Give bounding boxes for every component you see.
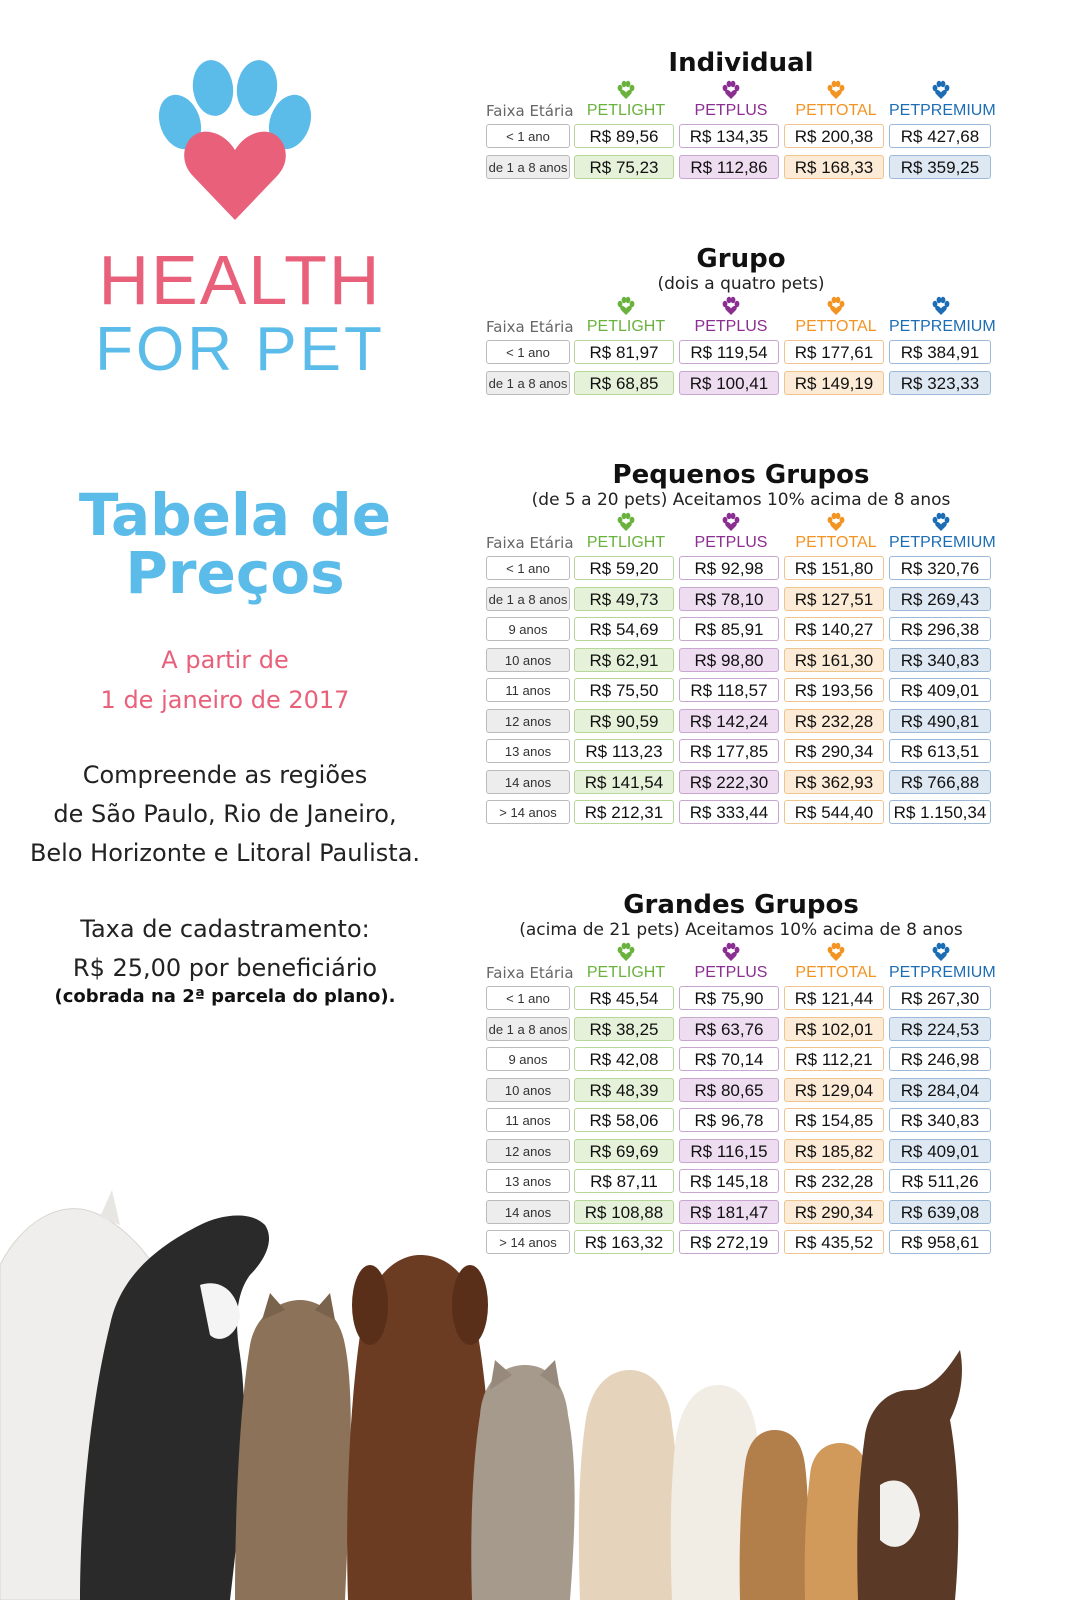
price-cell-pettotal: R$ 140,27	[784, 617, 884, 641]
plan-suffix: LIGHT	[618, 318, 666, 335]
age-cell: 13 anos	[486, 739, 570, 763]
price-cell-petplus: R$ 177,85	[679, 739, 779, 763]
price-cell-petlight: R$ 48,39	[574, 1078, 674, 1102]
price-cell-petpremium: R$ 427,68	[889, 124, 991, 148]
price-cell-petplus: R$ 85,91	[679, 617, 779, 641]
price-cell-petplus: R$ 80,65	[679, 1078, 779, 1102]
age-cell: < 1 ano	[486, 556, 570, 580]
plan-paw-icon	[931, 296, 951, 316]
fee-line2: R$ 25,00 por beneficiário	[72, 954, 378, 982]
plan-petplus-header	[679, 318, 783, 336]
price-cell-petlight: R$ 68,85	[574, 371, 674, 395]
table-row	[486, 1015, 996, 1046]
price-cell-petlight: R$ 45,54	[574, 986, 674, 1010]
plan-petlight-header	[574, 318, 678, 336]
plan-suffix: PREMIUM	[920, 534, 996, 551]
price-cell-petpremium: R$ 766,88	[889, 770, 991, 794]
plan-paw-icon	[931, 512, 951, 532]
fee-line1: Taxa de cadastramento:	[80, 915, 370, 943]
price-cell-petpremium: R$ 511,26	[889, 1169, 991, 1193]
price-cell-petpremium: R$ 246,98	[889, 1047, 991, 1071]
price-cell-petpremium: R$ 267,30	[889, 986, 991, 1010]
plan-pettotal-header	[784, 102, 888, 120]
price-cell-petlight: R$ 42,08	[574, 1047, 674, 1071]
plan-prefix: PET	[889, 964, 921, 981]
price-cell-petlight: R$ 108,88	[574, 1200, 674, 1224]
price-cell-petpremium: R$ 296,38	[889, 617, 991, 641]
effective-date-line1: A partir de	[161, 646, 289, 674]
table-header	[486, 78, 996, 122]
plan-suffix: PREMIUM	[920, 318, 996, 335]
age-column-header: Faixa Etária	[486, 318, 574, 336]
price-cell-petlight: R$ 58,06	[574, 1108, 674, 1132]
table-row	[486, 798, 996, 829]
price-cell-petpremium: R$ 409,01	[889, 1139, 991, 1163]
plan-prefix: PET	[795, 534, 827, 551]
age-cell: 14 anos	[486, 770, 570, 794]
age-cell: de 1 a 8 anos	[486, 1017, 570, 1041]
table-row	[486, 1045, 996, 1076]
price-cell-petpremium: R$ 490,81	[889, 709, 991, 733]
price-cell-petplus: R$ 63,76	[679, 1017, 779, 1041]
age-cell: 9 anos	[486, 617, 570, 641]
plan-prefix: PET	[795, 102, 827, 119]
price-cell-pettotal: R$ 290,34	[784, 739, 884, 763]
table-row	[486, 615, 996, 646]
age-cell: 10 anos	[486, 1078, 570, 1102]
plan-petpremium-header	[889, 102, 996, 120]
price-cell-petplus: R$ 118,57	[679, 678, 779, 702]
price-cell-pettotal: R$ 362,93	[784, 770, 884, 794]
price-cell-pettotal: R$ 435,52	[784, 1230, 884, 1254]
table-row	[486, 554, 996, 585]
table-pequenos-grupos	[486, 460, 996, 829]
price-cell-pettotal: R$ 232,28	[784, 709, 884, 733]
price-cell-petlight: R$ 75,23	[574, 155, 674, 179]
plan-prefix: PET	[889, 318, 921, 335]
age-cell: de 1 a 8 anos	[486, 371, 570, 395]
plan-suffix: TOTAL	[826, 964, 877, 981]
table-row	[486, 1106, 996, 1137]
paw-heart-logo-icon	[150, 60, 320, 225]
table-row	[486, 153, 996, 184]
age-cell: < 1 ano	[486, 124, 570, 148]
plan-pettotal-header	[784, 964, 888, 982]
plan-paw-icon	[826, 296, 846, 316]
table-subtitle: (acima de 21 pets) Aceitamos 10% acima de 8 anos	[519, 920, 963, 940]
age-cell: 13 anos	[486, 1169, 570, 1193]
plan-pettotal-header	[784, 318, 888, 336]
price-cell-petlight: R$ 90,59	[574, 709, 674, 733]
price-cell-petlight: R$ 163,32	[574, 1230, 674, 1254]
plan-paw-icon	[721, 80, 741, 100]
table-row	[486, 646, 996, 677]
table-row	[486, 585, 996, 616]
table-title: Grupo	[696, 244, 786, 274]
age-cell: de 1 a 8 anos	[486, 155, 570, 179]
pets-illustration	[0, 1185, 1067, 1600]
price-cell-petpremium: R$ 224,53	[889, 1017, 991, 1041]
price-cell-petlight: R$ 49,73	[574, 587, 674, 611]
table-row	[486, 676, 996, 707]
plan-prefix: PET	[889, 102, 921, 119]
table-title: Individual	[668, 48, 814, 78]
price-cell-petplus: R$ 112,86	[679, 155, 779, 179]
price-cell-petlight: R$ 54,69	[574, 617, 674, 641]
table-row	[486, 1137, 996, 1168]
price-cell-petlight: R$ 87,11	[574, 1169, 674, 1193]
table-grupo	[486, 244, 996, 399]
price-cell-petlight: R$ 81,97	[574, 340, 674, 364]
price-cell-petlight: R$ 62,91	[574, 648, 674, 672]
brand-name-line1: HEALTH	[98, 241, 382, 319]
plan-paw-icon	[931, 942, 951, 962]
plan-prefix: PET	[694, 102, 726, 119]
age-column-header: Faixa Etária	[486, 964, 574, 982]
price-cell-pettotal: R$ 544,40	[784, 800, 884, 824]
price-cell-petplus: R$ 75,90	[679, 986, 779, 1010]
price-cell-petlight: R$ 59,20	[574, 556, 674, 580]
page-title-line2: Preços	[125, 539, 345, 607]
plan-paw-icon	[826, 512, 846, 532]
plan-suffix: LIGHT	[618, 534, 666, 551]
table-row	[486, 707, 996, 738]
price-cell-petplus: R$ 98,80	[679, 648, 779, 672]
price-cell-pettotal: R$ 151,80	[784, 556, 884, 580]
price-cell-petplus: R$ 181,47	[679, 1200, 779, 1224]
price-cell-petplus: R$ 272,19	[679, 1230, 779, 1254]
price-cell-petpremium: R$ 323,33	[889, 371, 991, 395]
plan-paw-icon	[826, 942, 846, 962]
plan-petlight-header	[574, 964, 678, 982]
price-cell-petplus: R$ 116,15	[679, 1139, 779, 1163]
plan-prefix: PET	[694, 964, 726, 981]
plan-petpremium-header	[889, 964, 996, 982]
table-row	[486, 369, 996, 400]
price-cell-petpremium: R$ 639,08	[889, 1200, 991, 1224]
price-cell-pettotal: R$ 185,82	[784, 1139, 884, 1163]
table-subtitle: (de 5 a 20 pets) Aceitamos 10% acima de 8 anos	[531, 490, 951, 510]
plan-pettotal-header	[784, 534, 888, 552]
plan-prefix: PET	[694, 534, 726, 551]
table-row	[486, 122, 996, 153]
table-title: Grandes Grupos	[623, 890, 859, 920]
plan-suffix: TOTAL	[826, 318, 877, 335]
price-cell-petplus: R$ 145,18	[679, 1169, 779, 1193]
plan-paw-icon	[616, 80, 636, 100]
age-column-header: Faixa Etária	[486, 534, 574, 552]
plan-petplus-header	[679, 534, 783, 552]
price-cell-pettotal: R$ 154,85	[784, 1108, 884, 1132]
price-cell-petpremium: R$ 340,83	[889, 1108, 991, 1132]
age-cell: 11 anos	[486, 1108, 570, 1132]
age-cell: 12 anos	[486, 1139, 570, 1163]
plan-paw-icon	[721, 942, 741, 962]
table-row	[486, 984, 996, 1015]
price-cell-petplus: R$ 78,10	[679, 587, 779, 611]
plan-petpremium-header	[889, 534, 996, 552]
age-cell: 9 anos	[486, 1047, 570, 1071]
plan-suffix: PREMIUM	[920, 102, 996, 119]
price-cell-petlight: R$ 212,31	[574, 800, 674, 824]
price-cell-petpremium: R$ 958,61	[889, 1230, 991, 1254]
price-cell-pettotal: R$ 161,30	[784, 648, 884, 672]
price-cell-petplus: R$ 333,44	[679, 800, 779, 824]
price-cell-petplus: R$ 96,78	[679, 1108, 779, 1132]
price-cell-petpremium: R$ 284,04	[889, 1078, 991, 1102]
plan-prefix: PET	[586, 964, 618, 981]
plan-petlight-header	[574, 534, 678, 552]
fee-note: (cobrada na 2ª parcela do plano).	[54, 986, 396, 1007]
regions-line3: Belo Horizonte e Litoral Paulista.	[29, 839, 421, 867]
price-cell-petpremium: R$ 359,25	[889, 155, 991, 179]
table-header	[486, 294, 996, 338]
price-cell-pettotal: R$ 121,44	[784, 986, 884, 1010]
price-cell-petplus: R$ 92,98	[679, 556, 779, 580]
plan-suffix: PLUS	[725, 102, 768, 119]
price-cell-petlight: R$ 38,25	[574, 1017, 674, 1041]
plan-paw-icon	[616, 296, 636, 316]
age-cell: < 1 ano	[486, 986, 570, 1010]
effective-date-line2: 1 de janeiro de 2017	[100, 686, 350, 714]
plan-prefix: PET	[586, 534, 618, 551]
table-subtitle: (dois a quatro pets)	[657, 274, 825, 294]
price-cell-pettotal: R$ 127,51	[784, 587, 884, 611]
regions-line1: Compreende as regiões	[82, 761, 368, 789]
plan-suffix: LIGHT	[618, 102, 666, 119]
table-row	[486, 1076, 996, 1107]
age-cell: 11 anos	[486, 678, 570, 702]
price-cell-pettotal: R$ 129,04	[784, 1078, 884, 1102]
price-cell-pettotal: R$ 149,19	[784, 371, 884, 395]
plan-prefix: PET	[586, 318, 618, 335]
age-cell: 10 anos	[486, 648, 570, 672]
plan-paw-icon	[721, 296, 741, 316]
plan-suffix: PREMIUM	[920, 964, 996, 981]
price-cell-petpremium: R$ 409,01	[889, 678, 991, 702]
price-cell-pettotal: R$ 177,61	[784, 340, 884, 364]
price-cell-pettotal: R$ 193,56	[784, 678, 884, 702]
plan-prefix: PET	[795, 964, 827, 981]
plan-petplus-header	[679, 964, 783, 982]
price-cell-petlight: R$ 113,23	[574, 739, 674, 763]
price-cell-pettotal: R$ 112,21	[784, 1047, 884, 1071]
plan-prefix: PET	[889, 534, 921, 551]
table-header	[486, 940, 996, 984]
regions-text	[20, 756, 430, 873]
plan-petlight-header	[574, 102, 678, 120]
page-title-line1: Tabela de	[78, 481, 392, 549]
price-cell-petlight: R$ 141,54	[574, 770, 674, 794]
plan-prefix: PET	[694, 318, 726, 335]
age-cell: 12 anos	[486, 709, 570, 733]
price-cell-pettotal: R$ 168,33	[784, 155, 884, 179]
age-column-header: Faixa Etária	[486, 102, 574, 120]
table-row	[486, 768, 996, 799]
effective-date	[40, 640, 410, 720]
plan-suffix: TOTAL	[826, 102, 877, 119]
plan-suffix: TOTAL	[826, 534, 877, 551]
plan-paw-icon	[721, 512, 741, 532]
plan-petpremium-header	[889, 318, 996, 336]
table-header	[486, 510, 996, 554]
price-cell-pettotal: R$ 102,01	[784, 1017, 884, 1041]
regions-line2: de São Paulo, Rio de Janeiro,	[53, 800, 397, 828]
page-title	[40, 481, 430, 607]
age-cell: > 14 anos	[486, 1230, 570, 1254]
plan-prefix: PET	[586, 102, 618, 119]
plan-suffix: LIGHT	[618, 964, 666, 981]
price-cell-pettotal: R$ 232,28	[784, 1169, 884, 1193]
price-cell-petplus: R$ 134,35	[679, 124, 779, 148]
age-cell: > 14 anos	[486, 800, 570, 824]
plan-prefix: PET	[795, 318, 827, 335]
table-row	[486, 338, 996, 369]
plan-paw-icon	[616, 512, 636, 532]
price-cell-pettotal: R$ 200,38	[784, 124, 884, 148]
price-cell-petpremium: R$ 340,83	[889, 648, 991, 672]
price-cell-petpremium: R$ 269,43	[889, 587, 991, 611]
plan-petplus-header	[679, 102, 783, 120]
price-cell-petlight: R$ 75,50	[574, 678, 674, 702]
price-cell-petplus: R$ 70,14	[679, 1047, 779, 1071]
age-cell: < 1 ano	[486, 340, 570, 364]
price-cell-petpremium: R$ 320,76	[889, 556, 991, 580]
brand-name-line2: FOR PET	[95, 315, 385, 384]
plan-suffix: PLUS	[725, 318, 768, 335]
price-cell-petpremium: R$ 613,51	[889, 739, 991, 763]
plan-suffix: PLUS	[725, 534, 768, 551]
price-cell-petplus: R$ 100,41	[679, 371, 779, 395]
plan-paw-icon	[931, 80, 951, 100]
table-title: Pequenos Grupos	[612, 460, 870, 490]
plan-paw-icon	[616, 942, 636, 962]
price-cell-petpremium: R$ 1.150,34	[889, 800, 991, 824]
table-row	[486, 737, 996, 768]
price-cell-petplus: R$ 222,30	[679, 770, 779, 794]
age-cell: 14 anos	[486, 1200, 570, 1224]
price-cell-petpremium: R$ 384,91	[889, 340, 991, 364]
table-individual	[486, 48, 996, 183]
plan-paw-icon	[826, 80, 846, 100]
registration-fee	[20, 910, 430, 988]
price-cell-petlight: R$ 69,69	[574, 1139, 674, 1163]
price-cell-pettotal: R$ 290,34	[784, 1200, 884, 1224]
price-cell-petplus: R$ 119,54	[679, 340, 779, 364]
price-cell-petlight: R$ 89,56	[574, 124, 674, 148]
plan-suffix: PLUS	[725, 964, 768, 981]
price-cell-petplus: R$ 142,24	[679, 709, 779, 733]
age-cell: de 1 a 8 anos	[486, 587, 570, 611]
